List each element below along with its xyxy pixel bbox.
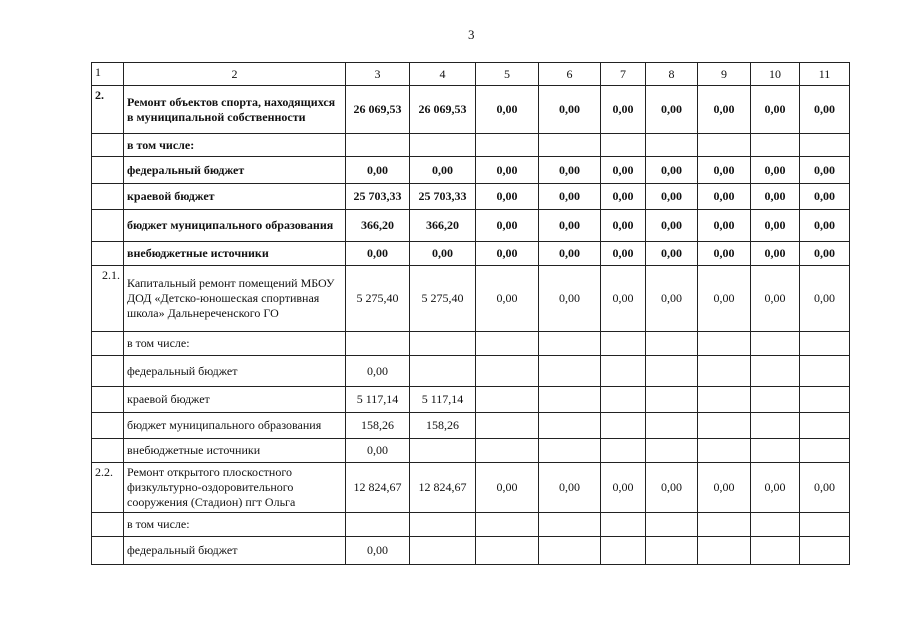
value-cell: 0,00 (476, 210, 539, 242)
value-cell (698, 356, 751, 387)
value-cell (601, 413, 646, 439)
value-cell: 0,00 (539, 266, 601, 332)
value-cell: 0,00 (698, 266, 751, 332)
value-cell: 5 117,14 (346, 387, 410, 413)
value-cell: 0,00 (539, 210, 601, 242)
value-cell: 0,00 (539, 157, 601, 184)
row-label: Ремонт объектов спорта, находящихся в муниципальной собственности (124, 86, 346, 134)
value-cell: 0,00 (698, 210, 751, 242)
table-row (92, 439, 850, 463)
table-row (92, 242, 850, 266)
row-label: Капитальный ремонт помещений МБОУ ДОД «Детско-юношеская спортивная школа» Дальнереченского ГО (124, 266, 346, 332)
value-cell (698, 537, 751, 565)
value-cell: 0,00 (476, 184, 539, 210)
value-cell (476, 356, 539, 387)
value-cell: 0,00 (346, 242, 410, 266)
value-cell: 0,00 (800, 210, 850, 242)
table-row (92, 210, 850, 242)
value-cell: 0,00 (601, 242, 646, 266)
value-cell: 12 824,67 (346, 463, 410, 513)
value-cell (751, 537, 800, 565)
row-label: Ремонт открытого плоскостного физкультурно-оздоровительного сооружения (Стадион) пгт Ольга (124, 463, 346, 513)
value-cell (601, 537, 646, 565)
row-label: федеральный бюджет (124, 537, 346, 565)
value-cell: 0,00 (751, 157, 800, 184)
row-number (92, 413, 124, 439)
value-cell (751, 439, 800, 463)
value-cell: 0,00 (800, 86, 850, 134)
value-cell: 0,00 (476, 86, 539, 134)
table-row (92, 513, 850, 537)
value-cell (539, 439, 601, 463)
value-cell: 0,00 (476, 463, 539, 513)
value-cell: 26 069,53 (410, 86, 476, 134)
value-cell: 5 275,40 (410, 266, 476, 332)
value-cell: 0,00 (601, 210, 646, 242)
value-cell (410, 134, 476, 157)
table-row (92, 537, 850, 565)
value-cell (346, 134, 410, 157)
value-cell (646, 537, 698, 565)
value-cell (346, 332, 410, 356)
row-label: краевой бюджет (124, 387, 346, 413)
value-cell: 0,00 (800, 463, 850, 513)
value-cell: 0,00 (751, 463, 800, 513)
value-cell: 0,00 (698, 463, 751, 513)
value-cell (800, 537, 850, 565)
value-cell: 0,00 (646, 157, 698, 184)
value-cell (698, 134, 751, 157)
value-cell: 25 703,33 (410, 184, 476, 210)
value-cell (476, 439, 539, 463)
value-cell: 0,00 (698, 86, 751, 134)
value-cell: 0,00 (539, 86, 601, 134)
value-cell: 0,00 (646, 242, 698, 266)
value-cell: 0,00 (346, 439, 410, 463)
value-cell (410, 439, 476, 463)
header-cell: 7 (601, 63, 646, 86)
value-cell (800, 356, 850, 387)
row-label: федеральный бюджет (124, 157, 346, 184)
header-cell: 5 (476, 63, 539, 86)
row-number (92, 134, 124, 157)
value-cell (476, 387, 539, 413)
value-cell (601, 387, 646, 413)
row-number (92, 513, 124, 537)
table-row (92, 332, 850, 356)
value-cell (539, 332, 601, 356)
value-cell (601, 332, 646, 356)
header-cell: 6 (539, 63, 601, 86)
row-number (92, 356, 124, 387)
value-cell (698, 439, 751, 463)
value-cell: 0,00 (800, 266, 850, 332)
value-cell (646, 356, 698, 387)
value-cell (601, 356, 646, 387)
row-number (92, 537, 124, 565)
value-cell: 0,00 (646, 463, 698, 513)
value-cell: 0,00 (698, 242, 751, 266)
table-row (92, 413, 850, 439)
value-cell (476, 332, 539, 356)
value-cell (476, 134, 539, 157)
header-cell: 11 (800, 63, 850, 86)
value-cell (476, 537, 539, 565)
table-row (92, 387, 850, 413)
value-cell (476, 513, 539, 537)
value-cell (751, 413, 800, 439)
value-cell: 0,00 (751, 210, 800, 242)
value-cell (346, 513, 410, 537)
table-row (92, 463, 850, 513)
value-cell (646, 439, 698, 463)
value-cell (410, 537, 476, 565)
page-number: 3 (468, 27, 475, 42)
value-cell (751, 387, 800, 413)
value-cell (539, 413, 601, 439)
value-cell: 0,00 (346, 537, 410, 565)
value-cell (800, 332, 850, 356)
value-cell: 0,00 (646, 266, 698, 332)
value-cell: 0,00 (476, 242, 539, 266)
value-cell: 0,00 (698, 157, 751, 184)
value-cell: 0,00 (601, 86, 646, 134)
row-number (92, 184, 124, 210)
value-cell: 0,00 (410, 157, 476, 184)
value-cell (539, 537, 601, 565)
value-cell (800, 387, 850, 413)
value-cell: 158,26 (410, 413, 476, 439)
row-number (92, 332, 124, 356)
value-cell: 0,00 (539, 242, 601, 266)
value-cell: 366,20 (346, 210, 410, 242)
row-label: внебюджетные источники (124, 439, 346, 463)
value-cell (539, 513, 601, 537)
header-cell: 2 (124, 63, 346, 86)
value-cell: 0,00 (646, 210, 698, 242)
value-cell (751, 332, 800, 356)
value-cell: 0,00 (800, 184, 850, 210)
value-cell: 0,00 (751, 184, 800, 210)
value-cell: 0,00 (751, 86, 800, 134)
value-cell: 0,00 (601, 266, 646, 332)
header-cell: 1 (92, 63, 124, 86)
value-cell (601, 134, 646, 157)
value-cell (646, 332, 698, 356)
row-label: бюджет муниципального образования (124, 413, 346, 439)
row-label: в том числе: (124, 513, 346, 537)
table-row (92, 266, 850, 332)
header-cell: 4 (410, 63, 476, 86)
value-cell: 0,00 (346, 356, 410, 387)
row-number (92, 157, 124, 184)
value-cell (751, 356, 800, 387)
table-row (92, 184, 850, 210)
value-cell (410, 356, 476, 387)
row-number (92, 242, 124, 266)
value-cell: 0,00 (698, 184, 751, 210)
header-cell: 3 (346, 63, 410, 86)
value-cell: 0,00 (601, 184, 646, 210)
value-cell: 25 703,33 (346, 184, 410, 210)
row-number (92, 439, 124, 463)
table-row (92, 356, 850, 387)
value-cell: 158,26 (346, 413, 410, 439)
value-cell (601, 513, 646, 537)
row-label: федеральный бюджет (124, 356, 346, 387)
value-cell (601, 439, 646, 463)
value-cell: 0,00 (646, 86, 698, 134)
row-number (92, 387, 124, 413)
value-cell (698, 332, 751, 356)
value-cell (751, 134, 800, 157)
value-cell: 0,00 (800, 157, 850, 184)
header-cell: 9 (698, 63, 751, 86)
value-cell: 12 824,67 (410, 463, 476, 513)
value-cell (698, 387, 751, 413)
value-cell: 0,00 (800, 242, 850, 266)
value-cell (800, 134, 850, 157)
row-number: 2.1. (92, 266, 124, 332)
header-cell: 10 (751, 63, 800, 86)
value-cell: 0,00 (646, 184, 698, 210)
value-cell (800, 513, 850, 537)
value-cell (646, 413, 698, 439)
value-cell: 0,00 (539, 463, 601, 513)
value-cell: 0,00 (539, 184, 601, 210)
table-row (92, 157, 850, 184)
value-cell: 5 117,14 (410, 387, 476, 413)
value-cell (539, 134, 601, 157)
value-cell: 0,00 (601, 157, 646, 184)
value-cell (646, 387, 698, 413)
value-cell: 0,00 (751, 266, 800, 332)
value-cell (698, 513, 751, 537)
value-cell (800, 413, 850, 439)
table-row (92, 86, 850, 134)
value-cell: 0,00 (346, 157, 410, 184)
header-row (92, 63, 850, 86)
table-row (92, 134, 850, 157)
value-cell: 0,00 (410, 242, 476, 266)
value-cell: 366,20 (410, 210, 476, 242)
value-cell (476, 413, 539, 439)
value-cell: 5 275,40 (346, 266, 410, 332)
value-cell (751, 513, 800, 537)
value-cell: 0,00 (601, 463, 646, 513)
row-number: 2.2. (92, 463, 124, 513)
row-number (92, 210, 124, 242)
value-cell (646, 134, 698, 157)
value-cell (410, 332, 476, 356)
budget-table (91, 62, 850, 565)
row-number: 2. (92, 86, 124, 134)
value-cell (800, 439, 850, 463)
row-label: в том числе: (124, 134, 346, 157)
value-cell: 26 069,53 (346, 86, 410, 134)
value-cell: 0,00 (476, 266, 539, 332)
value-cell (410, 513, 476, 537)
value-cell: 0,00 (751, 242, 800, 266)
row-label: краевой бюджет (124, 184, 346, 210)
row-label: бюджет муниципального образования (124, 210, 346, 242)
value-cell (539, 387, 601, 413)
value-cell (646, 513, 698, 537)
value-cell: 0,00 (476, 157, 539, 184)
row-label: внебюджетные источники (124, 242, 346, 266)
value-cell (539, 356, 601, 387)
value-cell (698, 413, 751, 439)
row-label: в том числе: (124, 332, 346, 356)
header-cell: 8 (646, 63, 698, 86)
